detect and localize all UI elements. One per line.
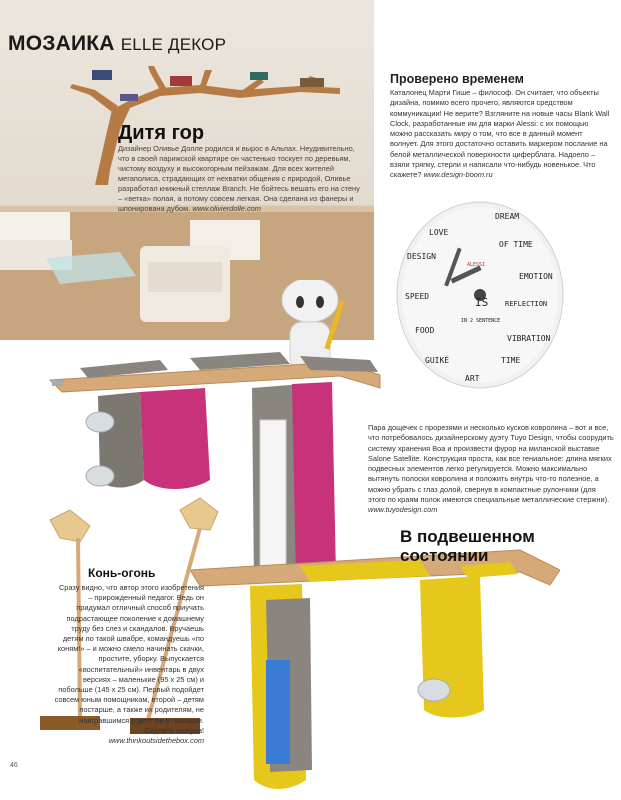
clock-word-5: EMOTION <box>519 272 553 281</box>
horse-url: www.thinkoutsidethebox.com <box>108 736 204 746</box>
clock-word-14: TIME <box>501 356 521 365</box>
clock-word-4: DESIGN <box>407 252 436 261</box>
mountain-body-text: Дизайнер Оливье Долле родился и вырос в Альпах. Неудивительно, что в своей парижской квартире он частенько тоскует по деревьям, чистому воздуху и высокогорным пейзажам. Для всех жителей мегаполиса, страдающих от нехватки общения с природой, Оливье разработал книжный стеллаж Branch. Не бойтесь вешать его на стену – «ветка» полая, а потому совсем легкая. Она сделана из фанеры и шпонирована дубом. <box>118 144 360 213</box>
time-body-text: Каталонец Марти Гише – философ. Он считает, что объекты дизайна, помимо всего прочего, являются средством коммуникации! Не верите? Взгляните на новые часы Blank Wall Clock, разработанные им для марки Alessi: с их помощью можно рассказать миру о том, что все в данный момент волнует. Для этого достаточно оставить маркером послание на белой металлической поверхности циферблата. Надоело – взяли тряпку, стерли и написали что-нибудь новенькое. Что скажете? <box>390 88 610 180</box>
shelf-body-text: Пара дощечек с прорезями и несколько кусков ковролина – вот и все, что потребовалось дизайнерскому дуэту Tuyo Design, чтобы соорудить систему хранения Boa и произвести фурор на миланской выставке Salone Satellite. Конструкция проста, как все гениальное: длина мягких подвесных элементов легко регулируется. Можно максимально вытянуть полоски ковролина и положить внутрь что-то полезное, а можно убрать с глаз долой, свернув в компактные рулончики (для этого по краям полок имеются специальные металлические стержни). <box>368 423 614 505</box>
shelf-title-line-1: В подвешенном <box>400 527 535 546</box>
horse-body-text: Сразу видно, что автор этого изобретения – прирожденный педагог. Ведь он придумал отличный способ приучать подрастающее поколение к домашнему труду без слез и скандалов. Вручаешь детям по такой швабре, командуешь «по коням!» – и можно смело начинать скачки, простите, уборку. Выпускается «воспитательный» инвентарь в двух версиях – маленькие (95 x 25 см) и побольше (145 x 25 см). Первый подойдет совсем юным помощникам, второй – детям постарше, а также их родителям, не наигравшимся в детстве в лошадки. Седлать скакуна! <box>54 583 204 735</box>
clock-word-9: REFLECTION <box>505 300 548 308</box>
clock-word-1: LOVE <box>429 228 449 237</box>
shelf-url: www.tuyodesign.com <box>368 505 438 515</box>
lower-shelf <box>190 550 560 789</box>
mountain-url: www.olivierdolle.com <box>192 204 261 213</box>
clock-word-6: ALESSI <box>467 262 486 268</box>
clock-word-7: SPEED <box>405 292 430 301</box>
clock-word-15: ART <box>465 374 480 383</box>
clock-word-3: OF TIME <box>499 240 533 249</box>
article-body-shelf <box>368 423 614 516</box>
clock-word-13: GUIKÉ <box>425 356 450 365</box>
page-number: 46 <box>10 762 18 769</box>
article-title-time: Проверено временем <box>390 72 524 86</box>
clock-word-2: DREAM <box>495 212 520 221</box>
article-body-time <box>390 88 610 181</box>
article-title-shelf <box>400 527 610 565</box>
time-url: www.design-boom.ru <box>423 170 493 180</box>
clock-word-8: IS <box>475 296 489 309</box>
article-body-horse <box>54 583 204 746</box>
article-title-mountain: Дитя гор <box>118 122 205 144</box>
article-body-mountain <box>118 144 363 214</box>
header-brand: МОЗАИКА <box>8 32 115 55</box>
clock-word-12: VIBRATION <box>507 334 551 343</box>
section-header <box>8 32 226 56</box>
clock-word-11: IN 2 SENTENCE <box>461 318 501 324</box>
shelf-title-line-2: состоянии <box>400 546 489 565</box>
article-title-horse: Конь-огонь <box>88 566 156 580</box>
clock-word-10: FOOD <box>415 326 435 335</box>
upper-shelf <box>50 352 380 584</box>
header-section: ELLE ДЕКОР <box>120 35 227 54</box>
toy-figure <box>282 280 345 370</box>
